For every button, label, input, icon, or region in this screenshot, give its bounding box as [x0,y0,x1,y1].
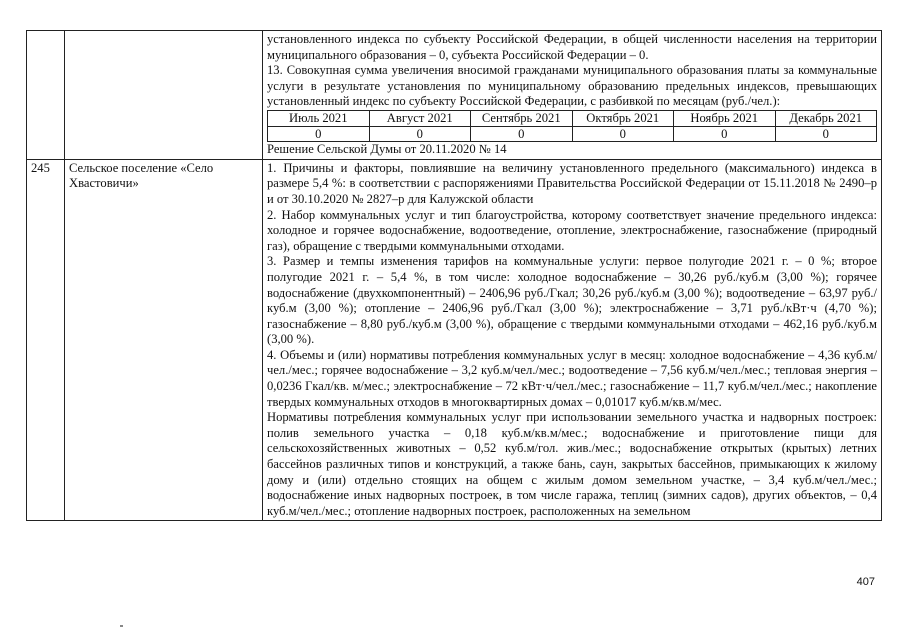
paragraph-3: 3. Размер и темпы изменения тарифов на коммунальные услуги: первое полугодие 2021 г. – 0 %; второе полугодие 2021 г. – 5,4 %, в том числе: холодное водоснабжение – 30,26 руб./куб.м (3,00 %); горячее водоснабжение (двухкомпонентный) – 2406,96 руб./Гкал; 30,26 руб./куб.м (3,00 %); водоотведение – 63,97 руб./куб.м (3,00 %); отопление – 2406,96 руб./Гкал (3,00 %); электроснабжение – 3,71 руб./кВт·ч (4,70 %); газоснабжение – 8,80 руб./куб.м (3,00 %), обращение с твердыми коммунальными отходами – 462,16 руб./куб.м (3,00 %). [267,254,877,347]
page-number: 407 [856,576,875,588]
paragraph-2: 2. Набор коммунальных услуг и тип благоустройства, которому соответствует значение предельного индекса: холодное и горячее водоснабжение, водоотведение, отопление, электроснабжение, газоснабжение (природный газ), обращение с твердыми коммунальными отходами. [267,207,877,253]
month-header: Июль 2021 [268,110,370,126]
details-cell [263,31,882,160]
month-header: Ноябрь 2021 [674,110,776,126]
paragraph-1: 1. Причины и факторы, повлиявшие на величину установленного предельного (максимального) индекса в размере 5,4 %: в соответствии с распоряжениями Правительства Российской Федерации от 15.11.2018 № 2490–р и от 30.10.2020 № 2827–р для Калужской области [267,160,877,206]
scan-artifact [120,625,123,627]
month-header: Октябрь 2021 [572,110,674,126]
document-table [26,30,882,521]
item-13-paragraph: 13. Совокупная сумма увеличения вносимой гражданами муниципального образования платы за коммунальные услуги в результате установления по муниципальному образованию предельных индексов, превышающих установленный индекс по субъекту Российской Федерации, с разбивкой по месяцам (руб./чел.): [267,63,877,109]
month-value: 0 [471,126,573,142]
paragraph-5: Нормативы потребления коммунальных услуг при использовании земельного участка и надворных построек: полив земельного участка – 0,18 куб.м/кв.м/мес.; водоснабжение и приготовление пищи для сельскохозяйственных животных – 0,52 куб.м/гол. жив./мес.; водоснабжение открытых (крытых) летних бассейнов различных типов и конструкций, а также бань, саун, закрытых бассейнов, примыкающих к жилому дому и (или) отдельно стоящих на общем с жилым домом земельном участке, – 3,4 куб.м/чел./мес.; водоснабжение иных надворных построек, в том числе гаража, теплиц (зимних садов), других объектов, – 0,4 куб.м/чел./мес.; отопление надворных построек, расположенных на земельном [267,410,877,518]
details-cell [263,159,882,521]
continued-paragraph: установленного индекса по субъекту Российской Федерации, в общей численности населения на территории муниципального образования – 0, субъекта Российской Федерации – 0. [267,32,877,62]
months-values-row [268,126,877,142]
table-row [27,31,882,160]
settlement-cell: Сельское поселение «Село Хвастовичи» [65,159,263,521]
month-value: 0 [268,126,370,142]
settlement-cell [65,31,263,160]
month-value: 0 [369,126,471,142]
month-header: Декабрь 2021 [775,110,877,126]
decision-reference: Решение Сельской Думы от 20.11.2020 № 14 [267,142,507,157]
month-value: 0 [572,126,674,142]
month-value: 0 [775,126,877,142]
month-value: 0 [674,126,776,142]
paragraph-4: 4. Объемы и (или) нормативы потребления коммунальных услуг в месяц: холодное водоснабжение – 4,36 куб.м/чел./мес.; горячее водоснабжение – 3,2 куб.м/чел./мес.; водоотведение – 7,56 куб.м/чел./мес.; тепловая энергия – 0,0236 Гкал/кв. м/мес.; электроснабжение – 72 кВт·ч/чел./мес.; газоснабжение – 11,7 куб.м/чел./мес.; накопление твердых коммунальных отходов в многоквартирных домах – 0,01017 куб.м/кв.м/мес. [267,347,877,409]
month-header: Сентябрь 2021 [471,110,573,126]
month-header: Август 2021 [369,110,471,126]
months-header-row [268,110,877,126]
table-row [27,159,882,521]
row-number-cell [27,31,65,160]
monthly-increase-table [267,110,877,142]
row-number-cell: 245 [27,159,65,521]
